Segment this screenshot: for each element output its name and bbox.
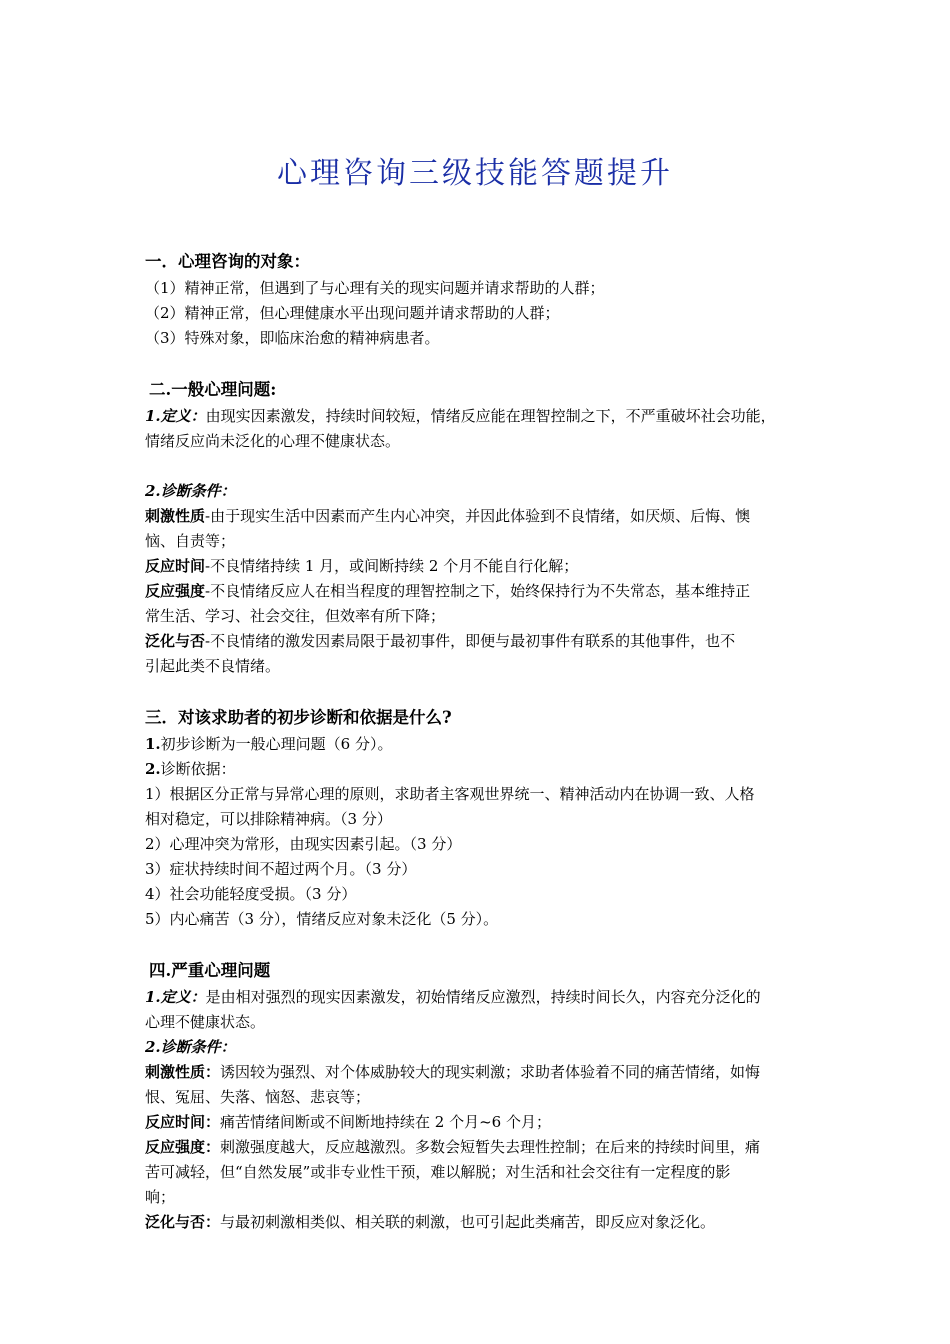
section-1-item: （1）精神正常，但遇到了与心理有关的现实问题并请求帮助的人群； [145, 279, 605, 297]
section-4-heading: 四.严重心理问题 [149, 961, 271, 980]
item-number: 1. [145, 735, 161, 753]
section-4-definition-cont: 心理不健康状态。 [145, 1013, 266, 1031]
section-2-condition-generalization-cont: 引起此类不良情绪。 [145, 657, 281, 675]
spacer [145, 679, 817, 704]
condition-text: 刺激强度越大，反应越激烈。多数会短暂失去理性控制；在后来的持续时间里，痛 [220, 1138, 761, 1156]
conditions-label: 2.诊断条件： [145, 1038, 236, 1056]
condition-label: 刺激性质： [145, 1063, 221, 1081]
section-2-heading: 二.一般心理问题: [149, 380, 277, 399]
section-3-reason: 2）心理冲突为常形，由现实因素引起。（3 分） [145, 835, 462, 853]
condition-text: 诱因较为强烈、对个体威胁较大的现实刺激；求助者体验着不同的痛苦情绪，如悔 [220, 1063, 761, 1081]
section-4-condition-intensity-cont: 响； [145, 1188, 176, 1206]
definition-text: 由现实因素激发，持续时间较短，情绪反应能在理智控制之下，不严重破坏社会功能， [205, 407, 776, 425]
spacer [145, 351, 817, 376]
section-4-condition-duration [145, 1110, 817, 1135]
section-3-reason: 1）根据区分正常与异常心理的原则，求助者主客观世界统一、精神活动内在协调一致、人格 [145, 785, 755, 803]
condition-text: -不良情绪反应人在相当程度的理智控制之下，始终保持行为不失常态，基本维持正 [205, 582, 751, 600]
condition-label: 反应强度： [145, 1138, 221, 1156]
condition-label: 反应时间 [145, 557, 206, 575]
spacer [145, 932, 817, 957]
section-4-condition-stimulus [145, 1060, 817, 1085]
spacer [145, 454, 817, 479]
section-4-definition [145, 985, 817, 1010]
section-4-condition-intensity [145, 1135, 817, 1160]
section-3-reason-cont: 相对稳定，可以排除精神病。（3 分） [145, 810, 392, 828]
document-body [145, 248, 817, 1235]
section-1-item: （3）特殊对象，即临床治愈的精神病患者。 [145, 329, 440, 347]
condition-label: 泛化与否 [145, 632, 206, 650]
condition-text: -由于现实生活中因素而产生内心冲突，并因此体验到不良情绪，如厌烦、后悔、懊 [205, 507, 751, 525]
section-3-reason: 3）症状持续时间不超过两个月。（3 分） [145, 860, 417, 878]
condition-text: 与最初刺激相类似、相关联的刺激，也可引起此类痛苦，即反应对象泛化。 [220, 1213, 716, 1231]
section-2-condition-stimulus [145, 504, 817, 529]
section-1-item: （2）精神正常，但心理健康水平出现问题并请求帮助的人群； [145, 304, 560, 322]
condition-label: 反应时间： [145, 1113, 221, 1131]
section-3-basis-label [145, 757, 817, 782]
section-1-heading: 一．心理咨询的对象： [145, 252, 310, 271]
section-2-condition-intensity-cont: 常生活、学习、社会交往，但效率有所下降； [145, 607, 446, 625]
section-2-condition-intensity [145, 579, 817, 604]
item-text: 初步诊断为一般心理问题（6 分）。 [160, 735, 393, 753]
section-3-reason: 5）内心痛苦（3 分），情绪反应对象未泛化（5 分）。 [145, 910, 499, 928]
condition-text: -不良情绪的激发因素局限于最初事件，即便与最初事件有联系的其他事件，也不 [205, 632, 736, 650]
conditions-label: 2.诊断条件： [145, 482, 236, 500]
item-text: 诊断依据： [160, 760, 236, 778]
section-2-condition-duration [145, 554, 817, 579]
section-2-condition-generalization [145, 629, 817, 654]
section-3-heading: 三．对该求助者的初步诊断和依据是什么? [145, 708, 452, 727]
section-4-condition-generalization [145, 1210, 817, 1235]
document-title: 心理咨询三级技能答题提升 [277, 156, 673, 191]
condition-label: 刺激性质 [145, 507, 206, 525]
condition-text: -不良情绪持续 1 月，或间断持续 2 个月不能自行化解； [205, 557, 579, 575]
item-number: 2. [145, 760, 161, 778]
definition-label: 1.定义： [145, 988, 206, 1006]
condition-label: 反应强度 [145, 582, 206, 600]
section-4-conditions-label [145, 1035, 817, 1060]
definition-label: 1.定义： [145, 407, 206, 425]
section-2-conditions-label [145, 479, 817, 504]
section-3-diagnosis [145, 732, 817, 757]
section-4-condition-intensity-cont: 苦可减轻，但“自然发展”或非专业性干预，难以解脱；对生活和社会交往有一定程度的影 [145, 1163, 731, 1181]
definition-text: 是由相对强烈的现实因素激发，初始情绪反应激烈，持续时间长久，内容充分泛化的 [205, 988, 761, 1006]
section-2-definition-cont: 情绪反应尚未泛化的心理不健康状态。 [145, 432, 401, 450]
section-4-condition-stimulus-cont: 恨、冤屈、失落、恼怒、悲哀等； [145, 1088, 371, 1106]
condition-label: 泛化与否： [145, 1213, 221, 1231]
section-3-reason: 4）社会功能轻度受损。（3 分） [145, 885, 357, 903]
condition-text: 痛苦情绪间断或不间断地持续在 2 个月~6 个月； [220, 1113, 551, 1131]
section-2-condition-stimulus-cont: 恼、自责等； [145, 532, 236, 550]
section-2-definition [145, 404, 817, 429]
